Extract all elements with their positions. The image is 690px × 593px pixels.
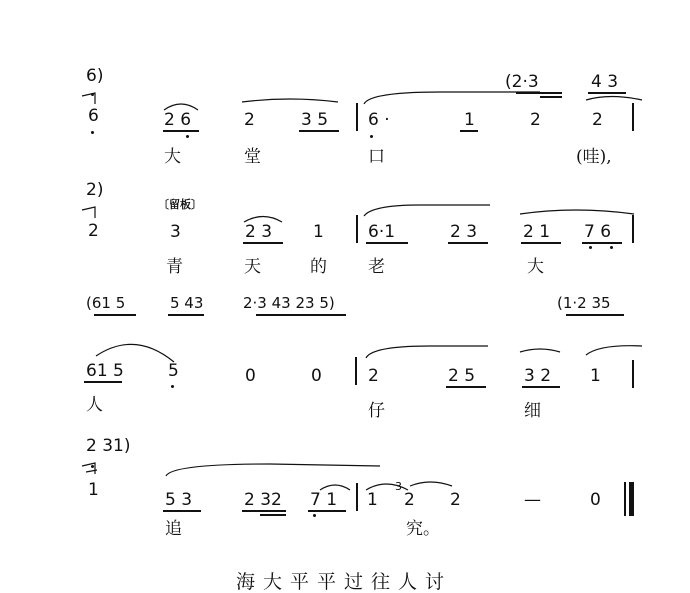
lyric: 堂 — [244, 147, 261, 167]
note: 2 — [530, 110, 541, 130]
note: 0 — [590, 490, 601, 510]
note: 2 — [244, 110, 255, 130]
note: 7 1 — [310, 490, 338, 510]
pre-note: 2) — [86, 180, 104, 200]
lead-note: 1 — [88, 480, 99, 500]
tempo-tag: 〔留板〕 — [158, 198, 202, 211]
note: 1 — [367, 490, 378, 510]
lyric: 的 — [310, 257, 327, 277]
lyric: 细 — [524, 401, 541, 421]
lyric: 口 — [368, 147, 385, 167]
lyric: 青 — [166, 257, 183, 277]
lyric: 天 — [244, 257, 261, 277]
note: 2 — [450, 490, 461, 510]
note: 5 — [168, 361, 179, 381]
note: 2 32 — [244, 490, 282, 510]
note: 3 5 — [301, 110, 329, 130]
pre-note: 6) — [86, 66, 104, 86]
note: 1 — [464, 110, 475, 130]
lyric: 大 — [164, 147, 181, 167]
interlude: 5 43 — [170, 294, 204, 312]
note: 2 3 — [450, 222, 478, 242]
lyric: 大 — [527, 257, 544, 277]
note: 0 — [245, 366, 256, 386]
note: 7 6 — [584, 222, 612, 242]
note: 2 5 — [448, 366, 476, 386]
lyric: 追 — [165, 519, 182, 539]
note: 2 1 — [523, 222, 551, 242]
note: 2 3 — [245, 222, 273, 242]
note: 61 5 — [86, 361, 124, 381]
note: 3 2 — [524, 366, 552, 386]
intro-tail: 4 3 — [591, 72, 619, 92]
lyric: 人 — [86, 395, 103, 415]
pre-note: 2 31) — [86, 436, 131, 456]
note: 6 · — [368, 110, 390, 130]
note: 3 — [170, 222, 181, 242]
footer-text: 海大平平过往人讨 — [236, 571, 453, 593]
interlude: (61 5 — [86, 294, 126, 312]
lyric: (哇), — [576, 147, 612, 167]
note: 6·1 — [368, 222, 396, 242]
lyric: 究。 — [406, 519, 440, 539]
intro-bracket: (2·3 — [505, 72, 539, 92]
note: 5 3 — [165, 490, 193, 510]
note: 2 — [404, 490, 415, 510]
lead-note: 2 — [88, 221, 99, 241]
note: 2 — [592, 110, 603, 130]
lead-note: 6 — [88, 106, 99, 126]
note: 1 — [313, 222, 324, 242]
lyric: 老 — [368, 257, 385, 277]
interlude: (1·2 35 — [557, 294, 611, 312]
note: 0 — [311, 366, 322, 386]
note: 2 — [368, 366, 379, 386]
grace-note: 3 — [395, 480, 402, 493]
note: — — [524, 490, 541, 510]
note: 1 — [590, 366, 601, 386]
note: 2 6 — [164, 110, 192, 130]
interlude: 2·3 43 23 5) — [243, 294, 335, 312]
lyric: 仔 — [368, 401, 385, 421]
